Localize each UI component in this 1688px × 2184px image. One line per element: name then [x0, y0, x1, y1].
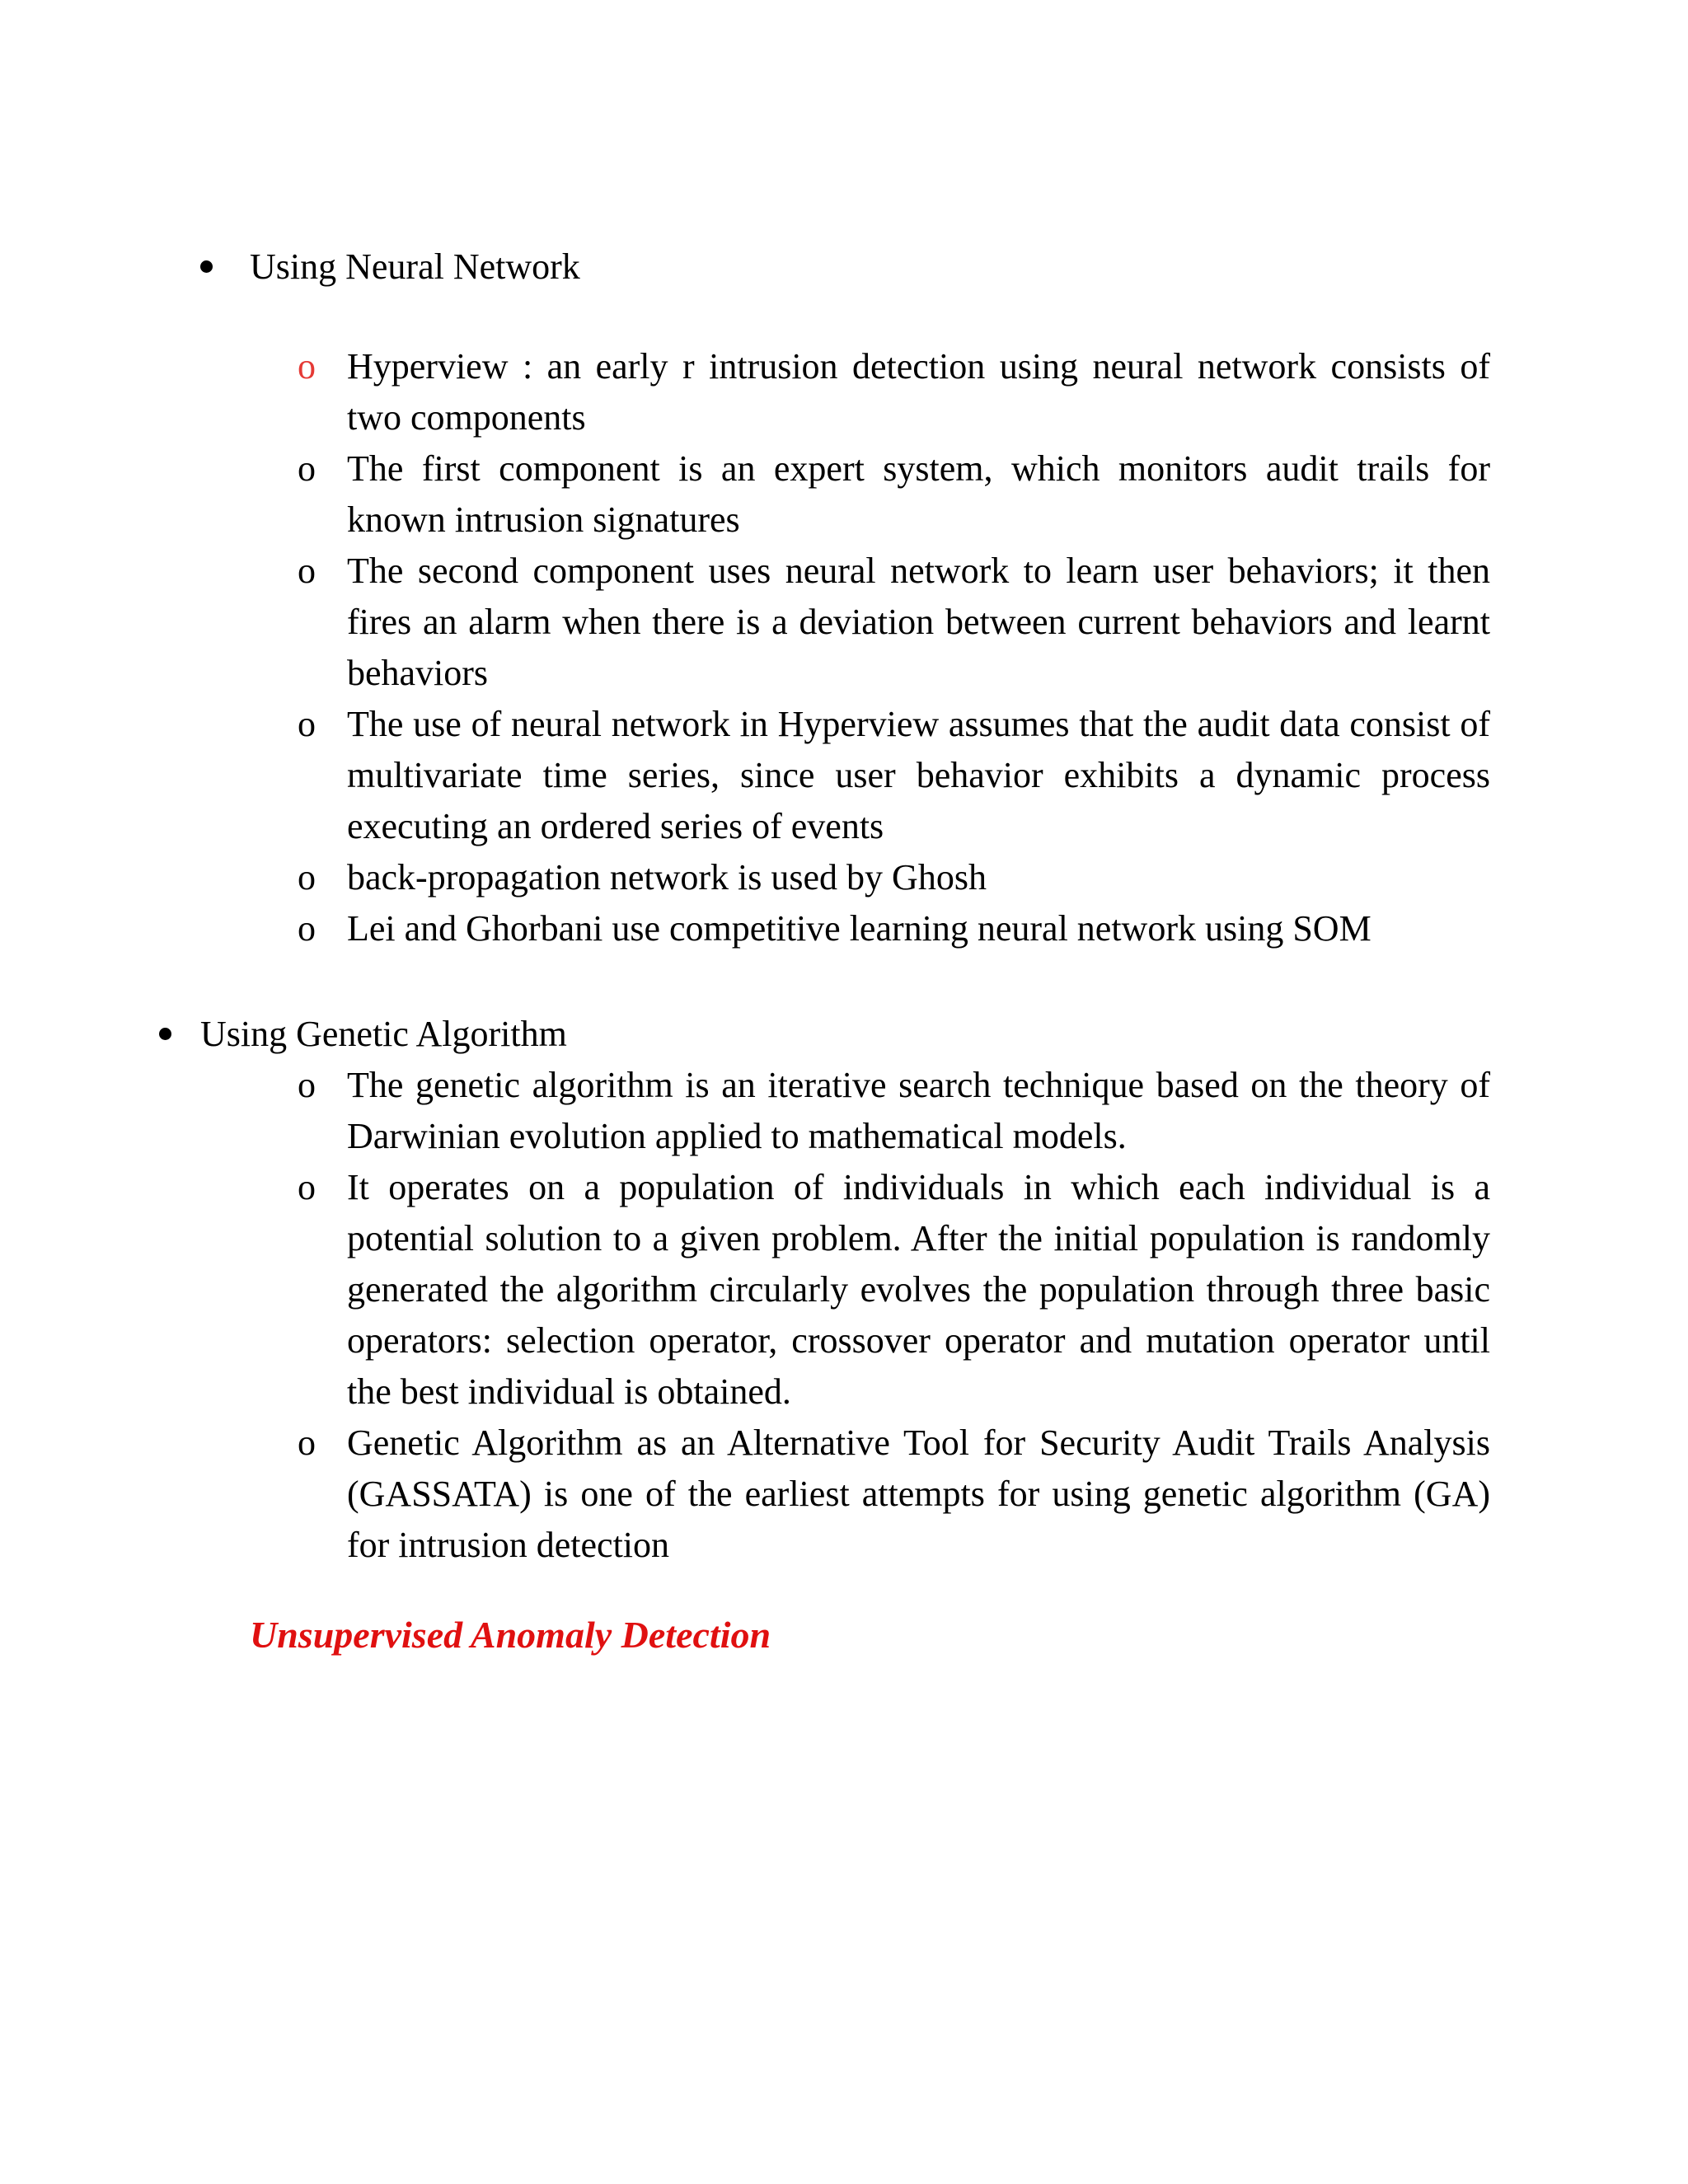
genetic-algorithm-list	[298, 1060, 1490, 1571]
sub-bullet-icon: o	[298, 857, 316, 898]
sub-bullet-icon: o	[298, 346, 316, 387]
list-item	[298, 341, 1490, 443]
list-item	[298, 1162, 1490, 1418]
sub-bullet-icon: o	[298, 551, 316, 591]
list-item-text: The first component is an expert system, which monitors audit trails for known intrusion signatures	[347, 448, 1490, 540]
section-heading-genetic-algorithm: Using Genetic Algorithm	[200, 1014, 567, 1054]
list-item	[298, 852, 1490, 903]
list-item	[298, 903, 1490, 954]
next-section-heading: Unsupervised Anomaly Detection	[250, 1614, 771, 1656]
list-item	[298, 699, 1490, 852]
list-item-text: The second component uses neural network to learn user behaviors; it then fires an alarm when there is a deviation between current behaviors and learnt behaviors	[347, 551, 1490, 693]
list-item	[298, 546, 1490, 699]
sub-bullet-icon: o	[298, 908, 316, 949]
list-item-text: back-propagation network is used by Ghosh	[347, 857, 987, 898]
neural-network-list	[298, 341, 1490, 954]
list-item-text: The use of neural network in Hyperview assumes that the audit data consist of multivariate time series, since user behavior exhibits a dynamic process executing an ordered series of events	[347, 704, 1490, 846]
sub-bullet-icon: o	[298, 1065, 316, 1105]
list-item	[298, 1060, 1490, 1162]
section-heading-neural-network: Using Neural Network	[250, 246, 580, 287]
sub-bullet-icon: o	[298, 704, 316, 744]
list-item-text: Lei and Ghorbani use competitive learning neural network using SOM	[347, 908, 1372, 949]
list-item-text: The genetic algorithm is an iterative search technique based on the theory of Darwinian evolution applied to mathematical models.	[347, 1065, 1490, 1156]
sub-bullet-icon: o	[298, 1167, 316, 1207]
list-item-text: Genetic Algorithm as an Alternative Tool for Security Audit Trails Analysis (GASSATA) is one of the earliest attempts for using genetic algorithm (GA) for intrusion detection	[347, 1422, 1490, 1565]
bullet-icon	[200, 260, 213, 273]
list-item	[298, 1418, 1490, 1571]
bullet-icon	[159, 1028, 171, 1040]
sub-bullet-icon: o	[298, 1422, 316, 1463]
list-item-text: It operates on a population of individuals in which each individual is a potential solution to a given problem. After the initial population is randomly generated the algorithm circularly evolves the population through three basic operators: selection operator, crossover operator and mutation operator until the best individual is obtained.	[347, 1167, 1490, 1412]
list-item	[298, 443, 1490, 546]
list-item-text: Hyperview : an early r intrusion detection using neural network consists of two components	[347, 346, 1490, 438]
sub-bullet-icon: o	[298, 448, 316, 489]
